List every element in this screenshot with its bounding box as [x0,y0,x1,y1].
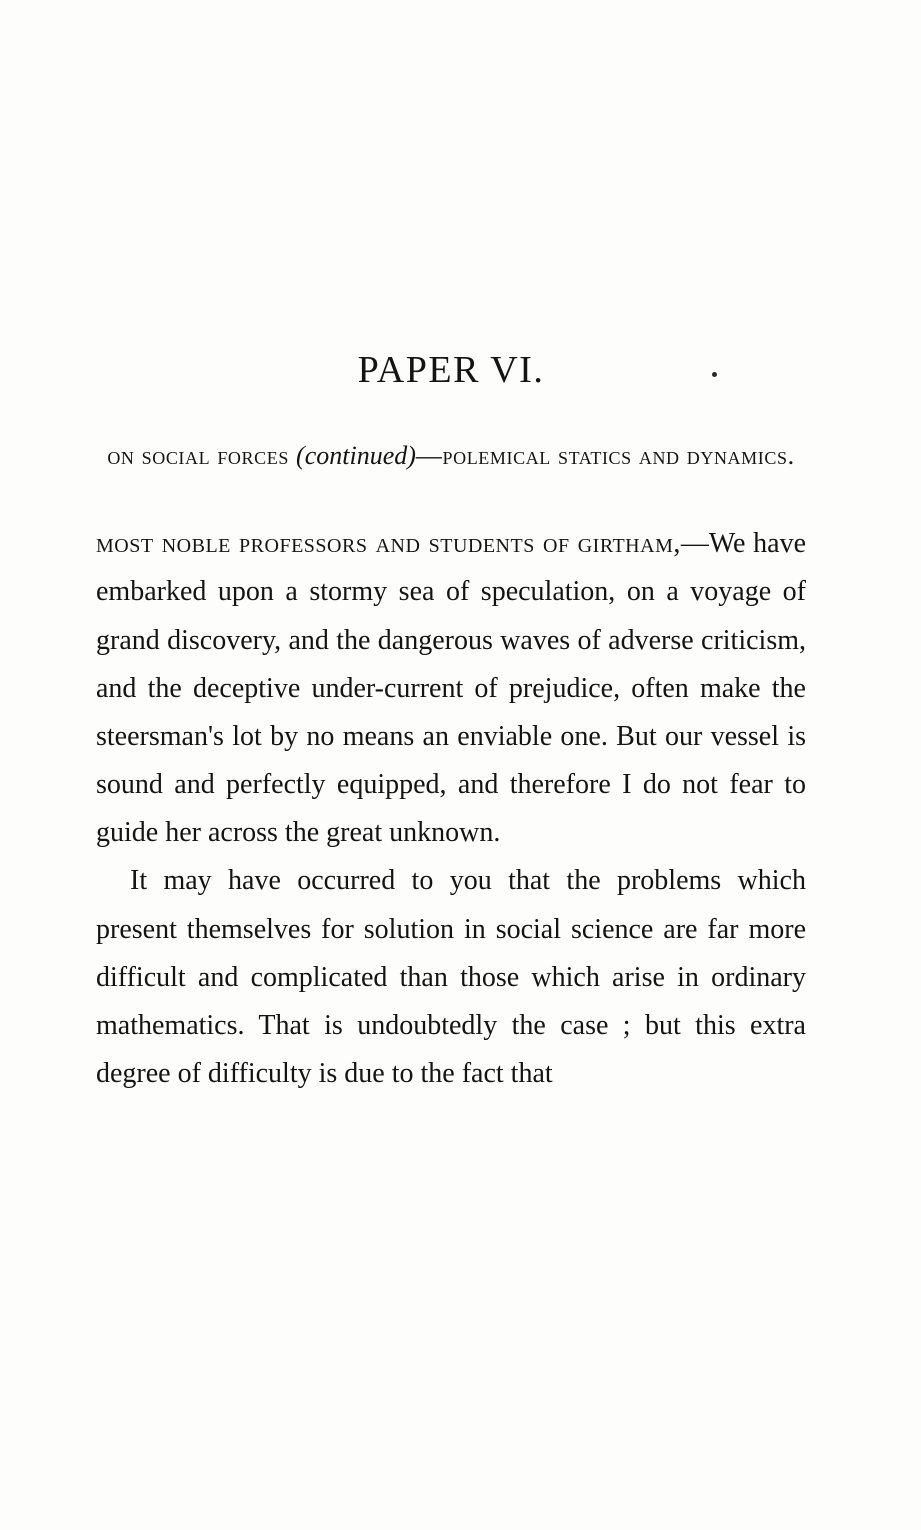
page-content [96,348,806,1098]
subtitle-part-one: on social forces [107,441,297,470]
subtitle-continued-note: (continued) [296,441,416,470]
page-title: PAPER VI. [357,349,545,391]
subtitle-part-two: —polemical statics and dynamics. [415,441,795,470]
salutation: most noble professors and students of girtham, [96,528,681,560]
paragraph-text: —We have embarked upon a stormy sea of speculation, on a voyage of grand discovery, and the dangerous waves of adverse criticism, and the deceptive under-current of prejudice, often make the steersman's lot by no means an enviable one. But our vessel is sound and perfectly equipped, and therefore I do not fear to guide her across the great unknown. [96,528,806,849]
paper-subtitle [96,436,806,476]
paragraph-two: It may have occurred to you that the problems which present themselves for solution in social science are far more difficult and complicated than those which arise in ordinary mathematics. That is undoubtedly the case ; but this extra degree of difficulty is due to the fact that [96,865,806,1090]
opening-paragraph [96,520,806,857]
